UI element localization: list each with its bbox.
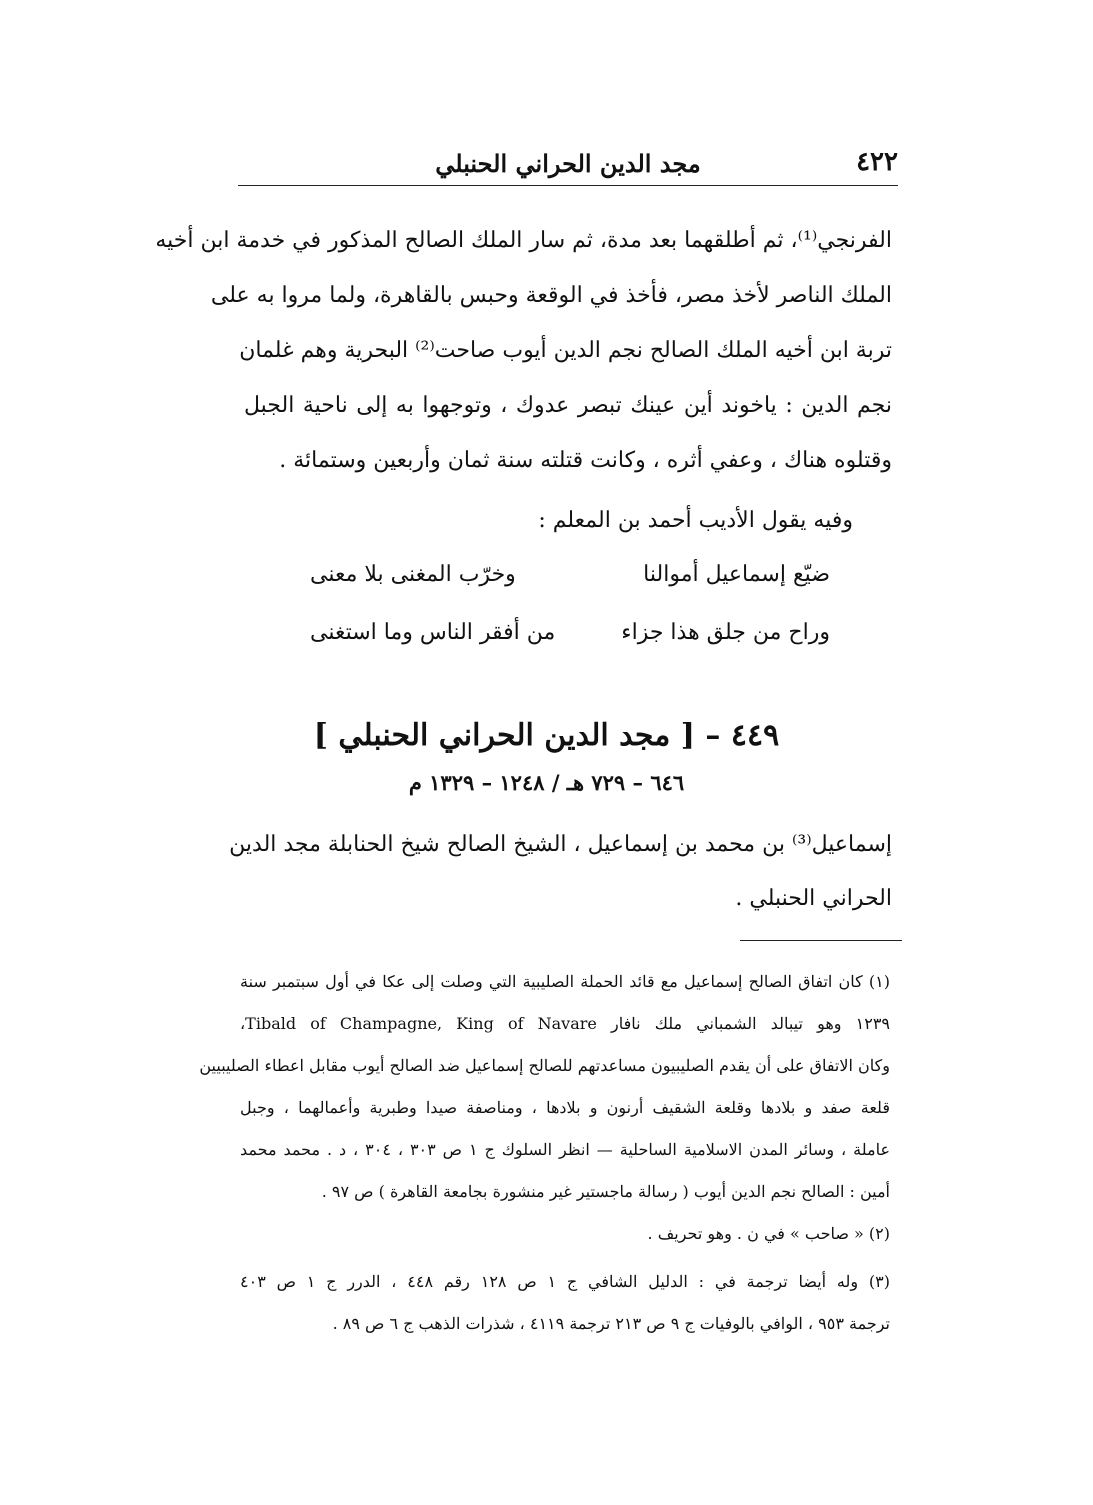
footnote-line: (١) كان اتفاق الصالح إسماعيل مع قائد الحملة الصليبية التي وصلت إلى عكا في أول سبتمبر سنة — [240, 972, 890, 991]
text-line: الفرنجي⁽¹⁾، ثم أطلقهما بعد مدة، ثم سار الملك الصالح المذكور في خدمة ابن أخيه — [155, 228, 892, 253]
poem-verse — [310, 620, 830, 660]
page-header — [238, 145, 898, 186]
verse-second-half: من أفقر الناس وما استغنى — [310, 620, 556, 645]
text-line: الملك الناصر لأخذ مصر، فأخذ في الوقعة وحبس بالقاهرة، ولما مروا به على — [210, 283, 892, 308]
footnote-line: أمين : الصالح نجم الدين أيوب ( رسالة ماجستير غير منشورة بجامعة القاهرة ) ص ٩٧ . — [321, 1182, 890, 1201]
text-line: وقتلوه هناك ، وعفي أثره ، وكانت قتلته سنة ثمان وأربعين وستمائة . — [279, 448, 892, 473]
entry-text-line: إسماعيل⁽³⁾ بن محمد بن إسماعيل ، الشيخ الصالح شيخ الحنابلة مجد الدين — [229, 832, 892, 857]
verse-first-half: وراح من جلق هذا جزاء — [621, 620, 830, 645]
footnote-line: (٣) وله أيضا ترجمة في : الدليل الشافي ج ١ ص ١٢٨ رقم ٤٤٨ ، الدرر ج ١ ص ٤٠٣ — [240, 1272, 891, 1291]
poem-intro: وفيه يقول الأديب أحمد بن المعلم : — [538, 508, 853, 533]
footnote-line: ١٢٣٩ وهو تيبالد الشمباني ملك نافار Tibald of Champagne, King of Navare، — [240, 1014, 890, 1033]
footnote-divider — [740, 940, 902, 941]
verse-first-half: ضيّع إسماعيل أموالنا — [643, 562, 830, 587]
footnote-line: عاملة ، وسائر المدن الاسلامية الساحلية — انظر السلوك ج ١ ص ٣٠٣ ، ٣٠٤ ، د . محمد محمد — [240, 1140, 891, 1159]
poem-verse — [310, 562, 830, 602]
page-number: ٤٢٢ — [856, 147, 898, 177]
footnote-line: ترجمة ٩٥٣ ، الوافي بالوفيات ج ٩ ص ٢١٣ ترجمة ٤١١٩ ، شذرات الذهب ج ٦ ص ٨٩ . — [332, 1314, 890, 1333]
footnote-line: (٢) « صاحب » في ن . وهو تحريف . — [647, 1224, 890, 1243]
text-line: نجم الدين : ياخوند أين عينك تبصر عدوك ، وتوجهوا به إلى ناحية الجبل — [244, 393, 892, 418]
entry-text-line: الحراني الحنبلي . — [735, 886, 892, 911]
footnote-line: وكان الاتفاق على أن يقدم الصليبيون مساعدتهم للصالح إسماعيل ضد الصالح أيوب مقابل اعطاء الصليبيين — [199, 1056, 890, 1075]
entry-heading: ٤٤٩ – [ مجد الدين الحراني الحنبلي ] — [313, 718, 780, 753]
footnote-line: قلعة صفد و بلادها وقلعة الشقيف أرنون و بلادها ، ومناصفة صيدا وطبرية وأعمالهما ، وجبل — [240, 1098, 890, 1117]
text-line: تربة ابن أخيه الملك الصالح نجم الدين أيوب صاحت⁽²⁾ البحرية وهم غلمان — [239, 338, 892, 363]
verse-second-half: وخرّب المغنى بلا معنى — [310, 562, 516, 587]
entry-dates: ٦٤٦ – ٧٢٩ هـ / ١٢٤٨ – ١٣٢٩ م — [408, 770, 685, 795]
running-title: مجد الدين الحراني الحنبلي — [435, 149, 701, 178]
